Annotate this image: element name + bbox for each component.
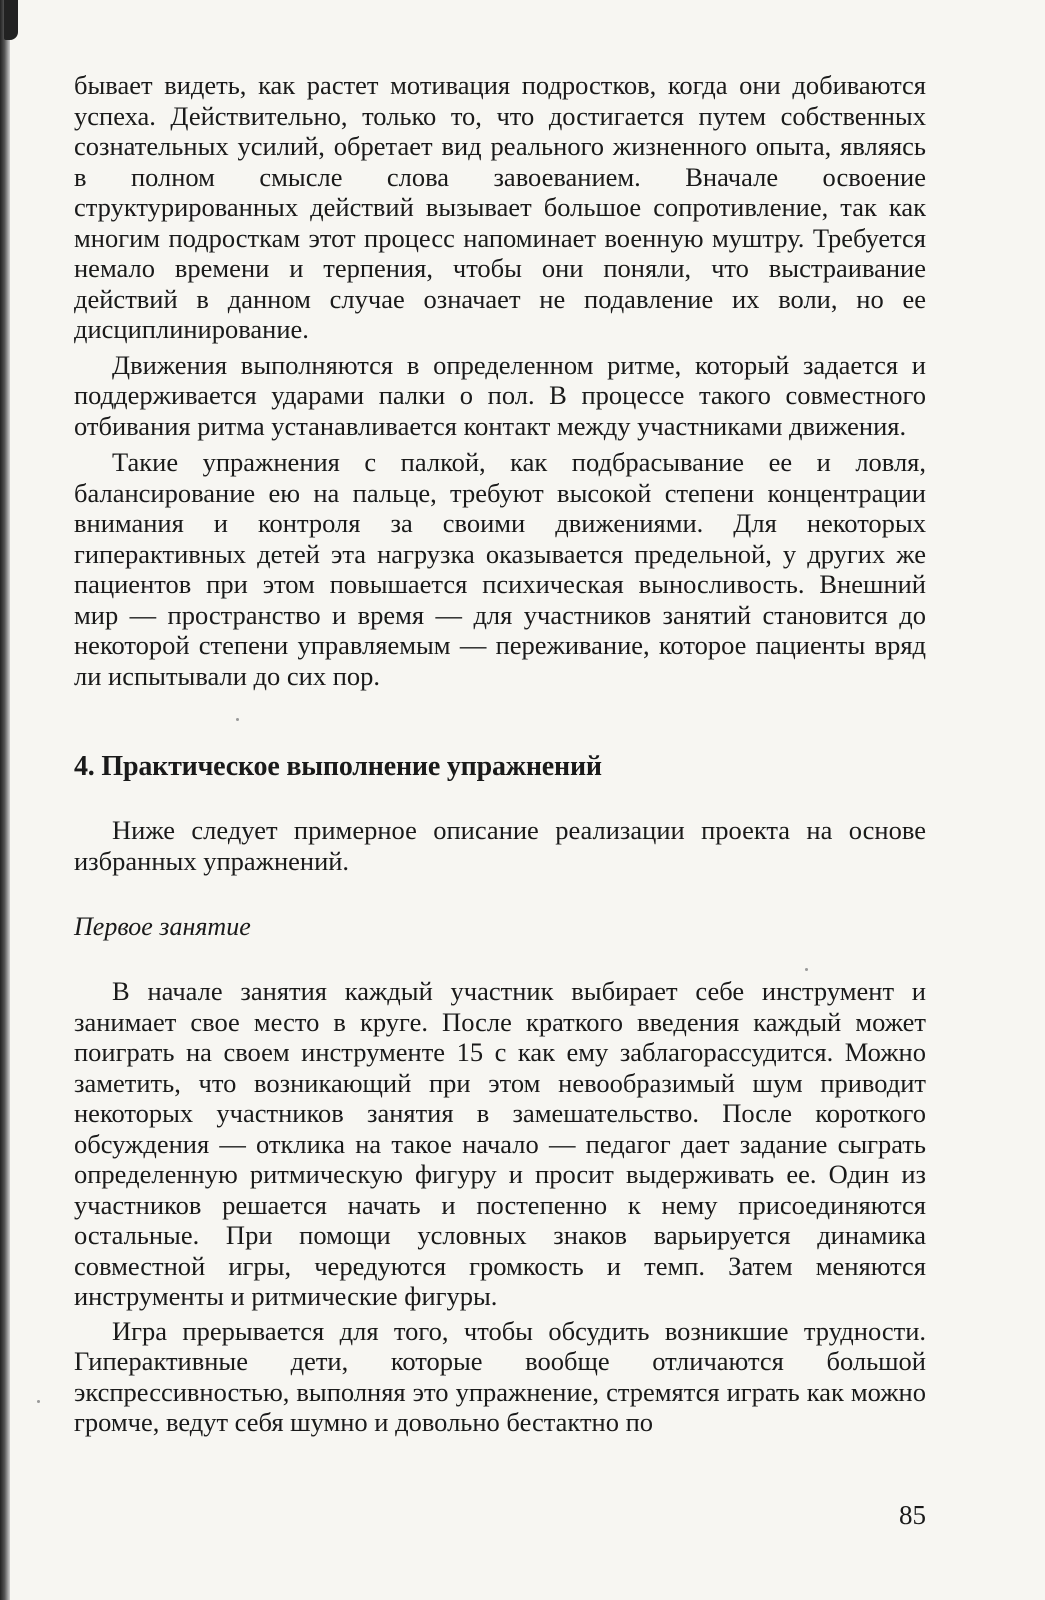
scan-speck [37, 1400, 40, 1403]
paragraph-first-session: В начале занятия каждый участник выбирает себе инструмент и занимает свое место в круге. После краткого введения каждый может поиграть на своем инструменте 15 с как ему заблагорассудится. Можно заметить, что возникающий при этом невообразимый шум приводит некоторых участников занятия в замешательство. После короткого обсуждения — отклика на такое начало — педагог дает задание сыграть определенную ритмическую фигуру и просит выдерживать ее. Один из участников решается начать и постепенно к нему присоединяются остальные. При помощи условных знаков варьируется динамика совместной игры, чередуются громкость и темп. Затем меняются инструменты и ритмические фигуры. [74, 976, 926, 1311]
paragraph-intro: Ниже следует примерное описание реализации проекта на основе избранных упражнений. [74, 815, 926, 876]
page-number: 85 [899, 1500, 926, 1530]
scan-speck [236, 718, 239, 721]
page-text-block [74, 70, 926, 1438]
book-spine-shadow [0, 0, 10, 1600]
paragraph-continued: бывает видеть, как растет мотивация подростков, когда они добиваются успеха. Действительно, только то, что достигается путем собственных сознательных усилий, обретает вид реального жизненного опыта, являясь в полном смысле слова завоеванием. Вначале освоение структурированных действий вызывает большое сопротивление, так как многим подросткам этот процесс напоминает военную муштру. Требуется немало времени и терпения, чтобы они поняли, что выстраивание действий в данном случае означает не подавление их воли, но ее дисциплинирование. [74, 70, 926, 344]
paragraph-stick-exercises: Такие упражнения с палкой, как подбрасывание ее и ловля, балансирование ею на пальце, требуют высокой степени концентрации внимания и контроля за своими движениями. Для некоторых гиперактивных детей эта нагрузка оказывается предельной, у других же пациентов при этом повышается психическая выносливость. Внешний мир — пространство и время — для участников занятий становится до некоторой степени управляемым — переживание, которое пациенты вряд ли испытывали до сих пор. [74, 447, 926, 691]
subheading: Первое занятие [74, 912, 251, 941]
paragraph-rhythm: Движения выполняются в определенном ритме, который задается и поддерживается ударами палки о пол. В процессе такого совместного отбивания ритма устанавливается контакт между участниками движения. [74, 349, 926, 441]
scan-artifact [4, 0, 18, 40]
scan-speck [805, 968, 808, 971]
section-heading: 4. Практическое выполнение упражнений [74, 751, 602, 782]
paragraph-game-interrupted: Игра прерывается для того, чтобы обсудить возникшие трудности. Гиперактивные дети, которые вообще отличаются большой экспрессивностью, выполняя это упражнение, стремятся играть как можно громче, ведут себя шумно и довольно бестактно по [74, 1315, 926, 1437]
